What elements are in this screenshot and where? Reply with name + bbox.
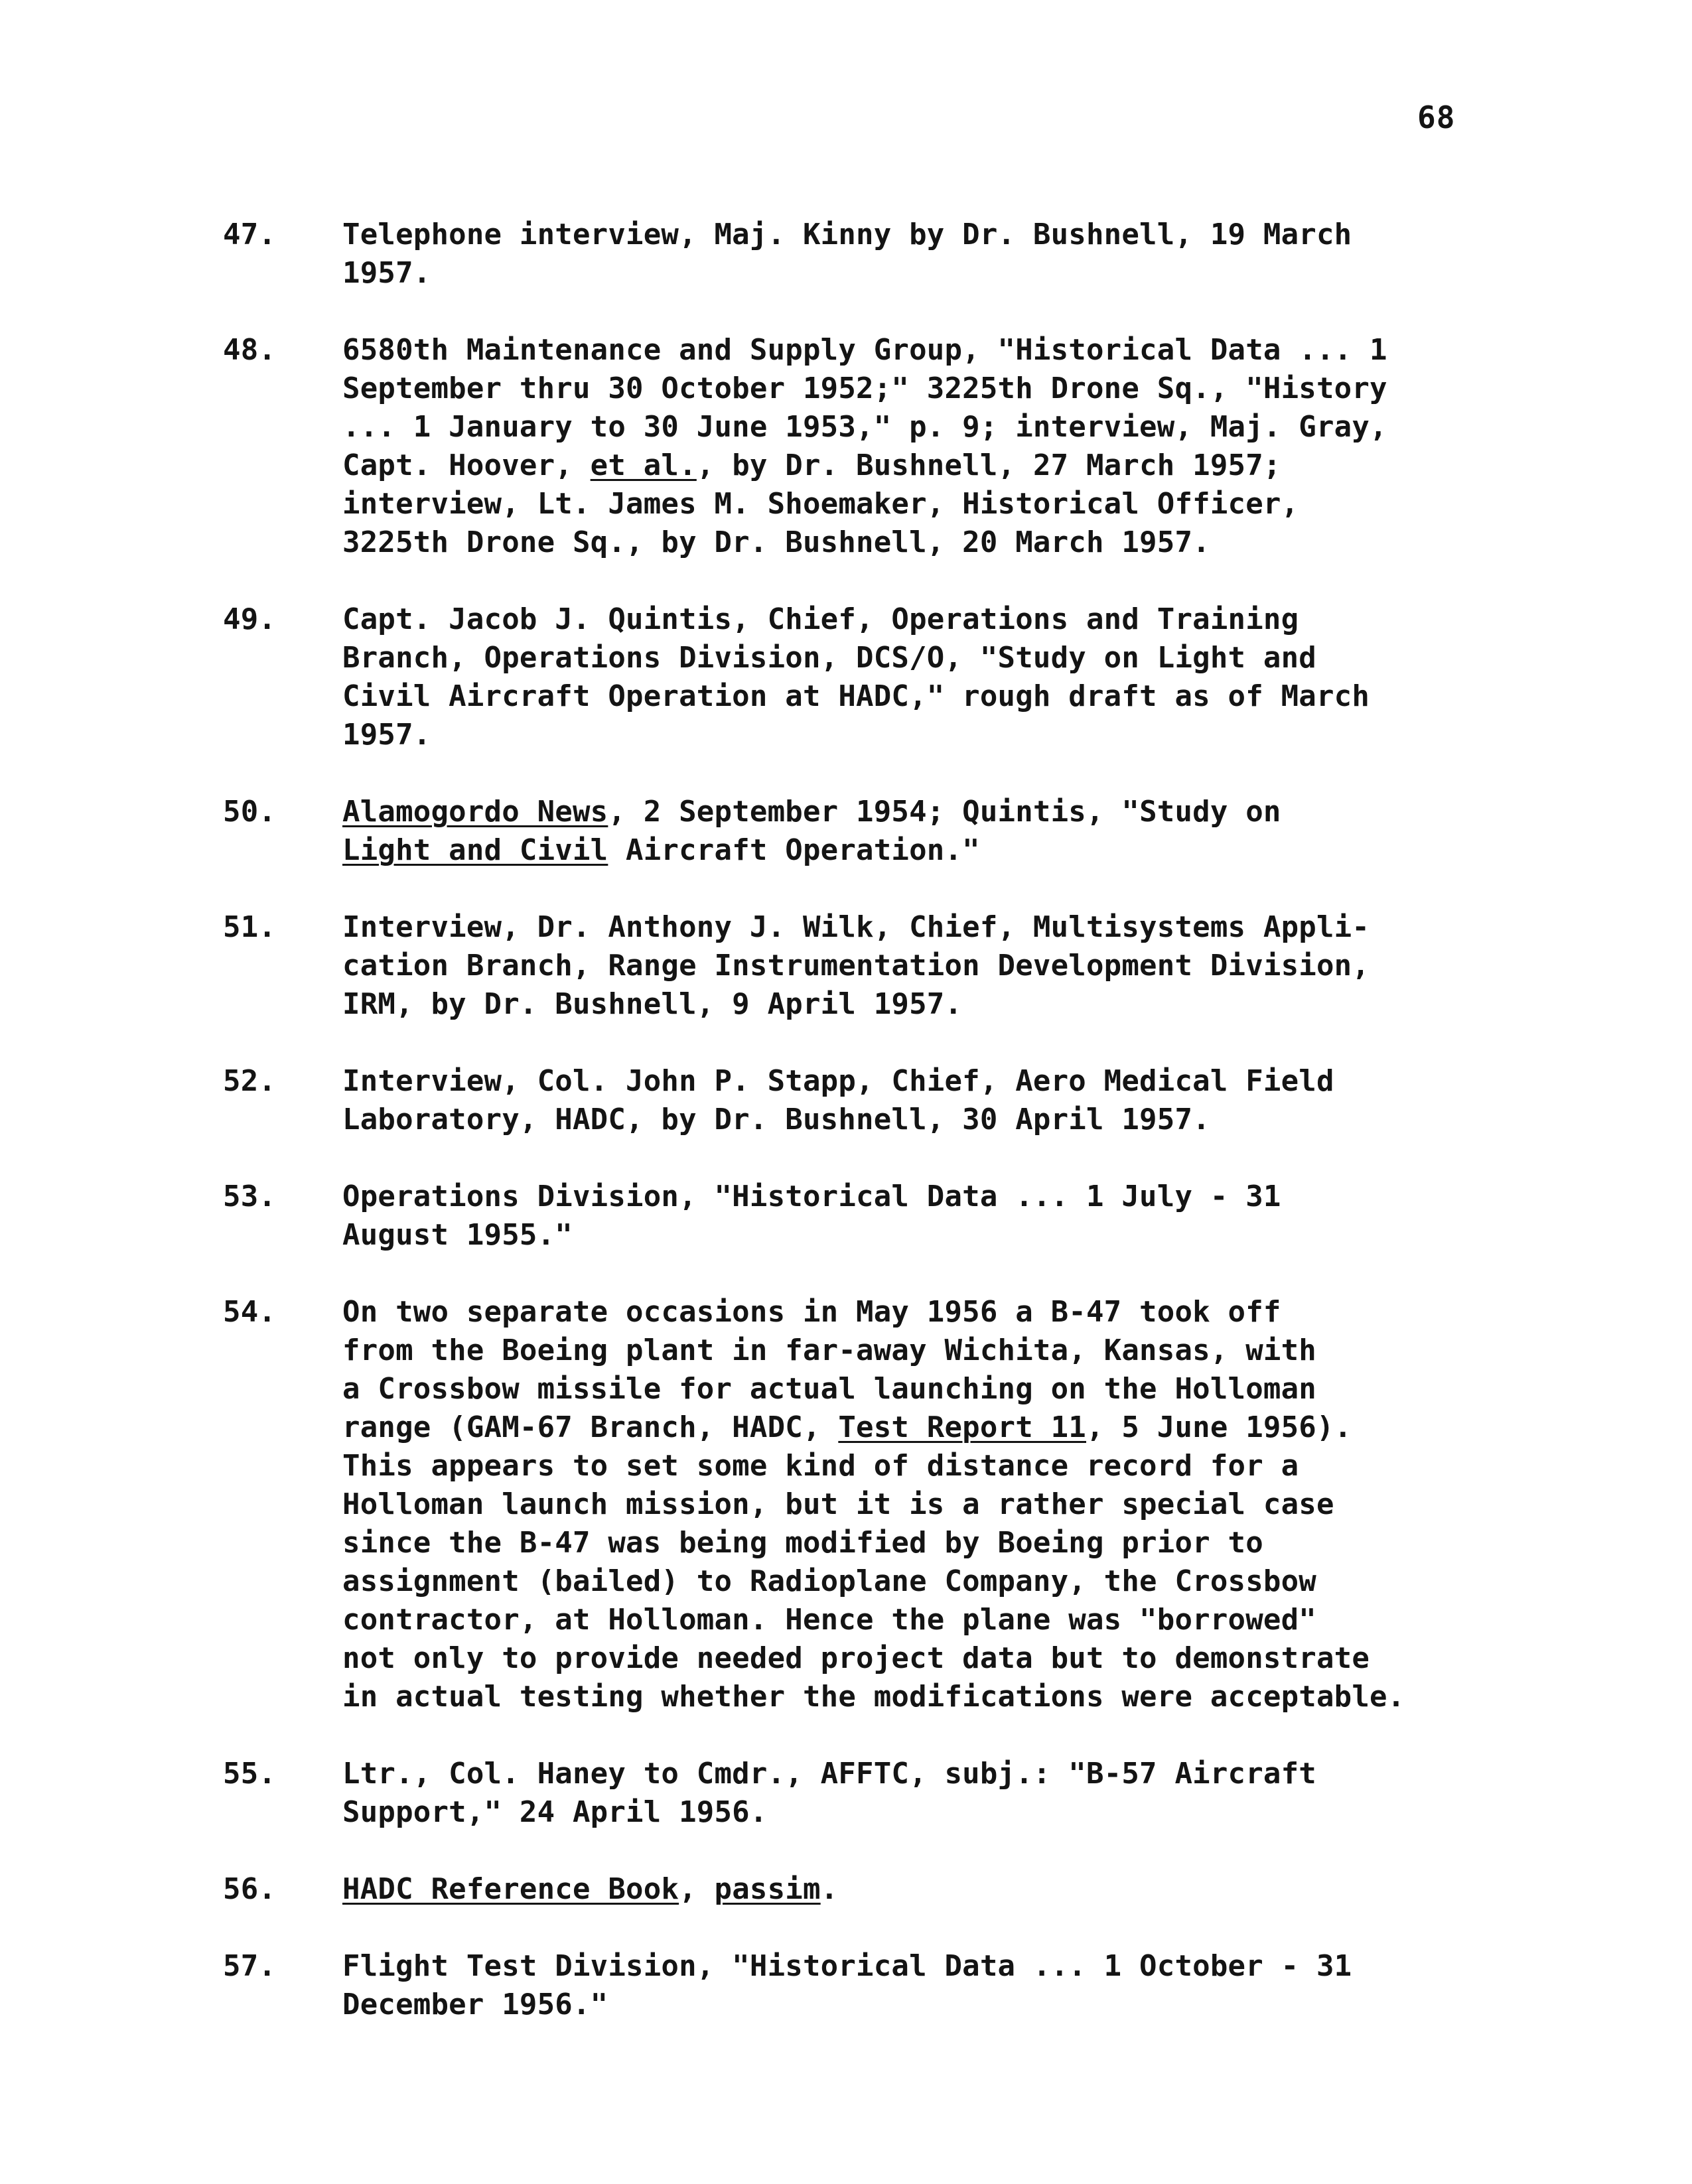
endnote-51 bbox=[223, 908, 1543, 1024]
underlined-text: et al. bbox=[590, 448, 697, 482]
underlined-text: Alamogordo News bbox=[342, 795, 608, 829]
endnote-number: 56. bbox=[223, 1872, 277, 1906]
endnote-text: On two separate occasions in May 1956 a B-47 took off from the Boeing plant in far-away Wichita, Kansas, with a Crossbow missile for actual launching on the Holloman range (GAM-67 Branch, HADC, Test Report 11, 5 June 1956). This appears to set some kind of distance record for a Holloman launch mission, but it is a rather special case since the B-47 was being modified by Boeing prior to assignment (bailed) to Radioplane Company, the Crossbow contractor, at Holloman. Hence the plane was "borrowed" not only to provide needed project data but to demonstrate in actual testing whether the modifications were acceptable. bbox=[342, 1295, 1405, 1714]
endnote-text: Ltr., Col. Haney to Cmdr., AFFTC, subj.: "B-57 Aircraft Support," 24 April 1956. bbox=[342, 1757, 1316, 1829]
endnote-number: 49. bbox=[223, 602, 277, 636]
endnote-55 bbox=[223, 1755, 1543, 1832]
endnote-number: 50. bbox=[223, 795, 277, 829]
endnotes-list bbox=[223, 216, 1543, 2063]
endnote-text: Interview, Dr. Anthony J. Wilk, Chief, Multisystems Appli- cation Branch, Range Instrumentation Development Division, IRM, by Dr. Bushnell, 9 April 1957. bbox=[342, 910, 1370, 1021]
endnote-52 bbox=[223, 1062, 1543, 1139]
endnote-54 bbox=[223, 1293, 1543, 1716]
endnote-number: 57. bbox=[223, 1949, 277, 1983]
endnote-text: HADC Reference Book, passim. bbox=[342, 1872, 839, 1906]
endnote-57 bbox=[223, 1947, 1543, 2024]
endnote-text: Operations Division, "Historical Data ... 1 July - 31 August 1955." bbox=[342, 1180, 1281, 1252]
endnote-number: 55. bbox=[223, 1757, 277, 1791]
endnote-text: Flight Test Division, "Historical Data ... 1 October - 31 December 1956." bbox=[342, 1949, 1352, 2021]
page-number: 68 bbox=[1417, 100, 1456, 135]
underlined-text: Light and Civil bbox=[342, 833, 608, 867]
endnote-47 bbox=[223, 216, 1543, 293]
endnote-text: Capt. Jacob J. Quintis, Chief, Operations and Training Branch, Operations Division, DCS/O, "Study on Light and Civil Aircraft Operation at HADC," rough draft as of March 1957. bbox=[342, 602, 1370, 752]
endnote-number: 53. bbox=[223, 1180, 277, 1213]
endnote-50 bbox=[223, 793, 1543, 870]
endnote-number: 47. bbox=[223, 218, 277, 251]
endnote-number: 54. bbox=[223, 1295, 277, 1329]
endnote-53 bbox=[223, 1178, 1543, 1255]
endnote-text: Telephone interview, Maj. Kinny by Dr. Bushnell, 19 March 1957. bbox=[342, 218, 1352, 290]
underlined-text: HADC Reference Book bbox=[342, 1872, 679, 1906]
endnote-49 bbox=[223, 600, 1543, 754]
endnote-text: Alamogordo News, 2 September 1954; Quintis, "Study on Light and Civil Aircraft Operation." bbox=[342, 795, 1281, 867]
endnote-48 bbox=[223, 331, 1543, 562]
endnote-text: 6580th Maintenance and Supply Group, "Historical Data ... 1 September thru 30 October 1952;" 3225th Drone Sq., "History ... 1 January to 30 June 1953," p. 9; interview, Maj. Gray, Capt. Hoover, et al., by Dr. Bushnell, 27 March 1957; interview, Lt. James M. Shoemaker, Historical Officer, 3225th Drone Sq., by Dr. Bushnell, 20 March 1957. bbox=[342, 333, 1387, 559]
endnote-number: 52. bbox=[223, 1064, 277, 1098]
underlined-text: passim bbox=[714, 1872, 821, 1906]
endnote-number: 51. bbox=[223, 910, 277, 944]
underlined-text: Test Report 11 bbox=[838, 1410, 1086, 1444]
endnote-text: Interview, Col. John P. Stapp, Chief, Aero Medical Field Laboratory, HADC, by Dr. Bushnell, 30 April 1957. bbox=[342, 1064, 1334, 1136]
endnote-56 bbox=[223, 1870, 1543, 1909]
endnote-number: 48. bbox=[223, 333, 277, 367]
